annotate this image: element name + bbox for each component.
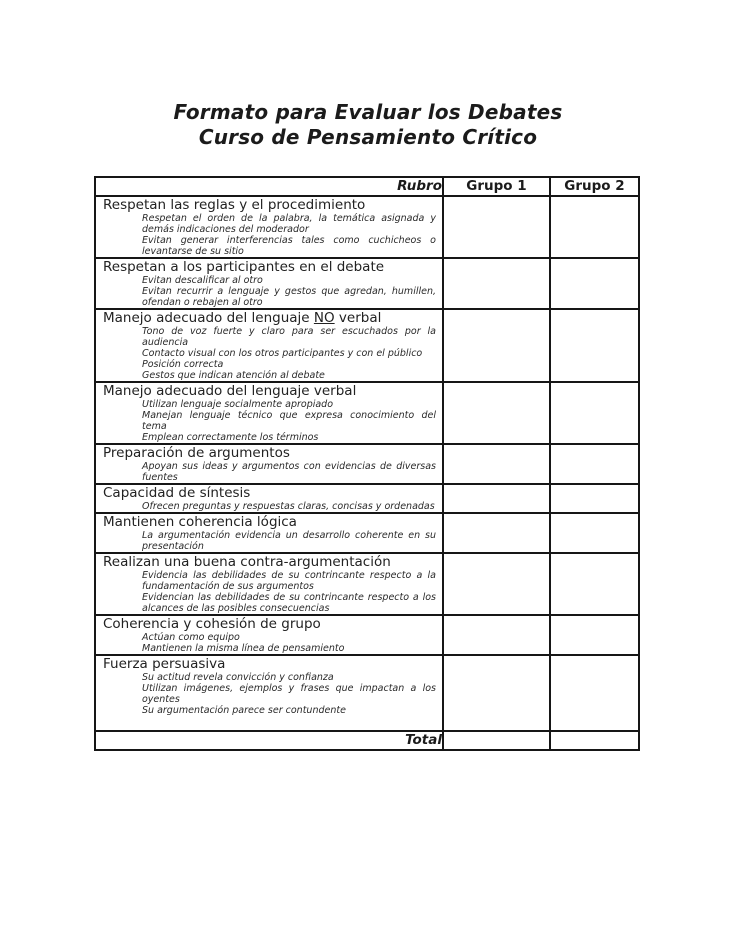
grupo2-score-cell	[550, 258, 639, 309]
grupo1-score-cell	[443, 553, 550, 615]
rubric-table	[94, 176, 640, 751]
criteria-subitem: Evidencian las debilidades de su contrincante respecto a los alcances de las posibles consecuencias	[142, 592, 436, 614]
criteria-cell	[95, 615, 443, 655]
criteria-cell	[95, 655, 443, 731]
grupo1-score-cell	[443, 382, 550, 444]
total-row	[95, 731, 639, 750]
grupo2-score-cell	[550, 444, 639, 484]
criteria-subitem: Apoyan sus ideas y argumentos con evidencias de diversas fuentes	[142, 461, 436, 483]
criteria-subitem: Gestos que indican atención al debate	[142, 370, 325, 381]
criteria-subitem: Mantienen la misma línea de pensamiento	[142, 643, 345, 654]
grupo1-score-cell	[443, 513, 550, 553]
table-row	[95, 258, 639, 309]
criteria-subitem: Tono de voz fuerte y claro para ser escuchados por la audiencia	[142, 326, 436, 348]
rubric-table-body	[95, 196, 639, 731]
table-row	[95, 444, 639, 484]
total-grupo1-cell	[443, 731, 550, 750]
criteria-cell	[95, 196, 443, 258]
criteria-subitem: Evidencia las debilidades de su contrincante respecto a la fundamentación de sus argumentos	[142, 570, 436, 592]
criteria-title: Coherencia y cohesión de grupo	[103, 616, 321, 632]
criteria-subitem: Evitan recurrir a lenguaje y gestos que agredan, humillen, ofendan o rebajen al otro	[142, 286, 436, 308]
criteria-subitem: Utilizan imágenes, ejemplos y frases que impactan a los oyentes	[142, 683, 436, 705]
column-header-grupo2: Grupo 2	[550, 177, 639, 196]
criteria-subitem: Ofrecen preguntas y respuestas claras, concisas y ordenadas	[142, 501, 435, 512]
criteria-title: Manejo adecuado del lenguaje NO verbal	[103, 310, 382, 326]
grupo1-score-cell	[443, 309, 550, 382]
grupo2-score-cell	[550, 382, 639, 444]
criteria-subitem: Su argumentación parece ser contundente	[142, 705, 346, 716]
grupo2-score-cell	[550, 615, 639, 655]
criteria-subitem: Su actitud revela convicción y confianza	[142, 672, 334, 683]
grupo2-score-cell	[550, 655, 639, 731]
grupo2-score-cell	[550, 196, 639, 258]
table-row	[95, 615, 639, 655]
criteria-cell	[95, 513, 443, 553]
grupo1-score-cell	[443, 484, 550, 513]
grupo1-score-cell	[443, 655, 550, 731]
criteria-subitem: Respetan el orden de la palabra, la temática asignada y demás indicaciones del moderador	[142, 213, 436, 235]
table-row	[95, 655, 639, 731]
criteria-subitem: Contacto visual con los otros participantes y con el público	[142, 348, 423, 359]
grupo1-score-cell	[443, 444, 550, 484]
criteria-cell	[95, 309, 443, 382]
table-row	[95, 513, 639, 553]
grupo1-score-cell	[443, 258, 550, 309]
criteria-title: Respetan a los participantes en el debate	[103, 259, 385, 275]
column-header-rubro: Rubro	[95, 177, 443, 196]
grupo2-score-cell	[550, 484, 639, 513]
criteria-subitem: Utilizan lenguaje socialmente apropiado	[142, 399, 334, 410]
criteria-title: Respetan las reglas y el procedimiento	[103, 197, 366, 213]
criteria-subitem: Evitan descalificar al otro	[142, 275, 263, 286]
criteria-subitem: Emplean correctamente los términos	[142, 432, 319, 443]
grupo2-score-cell	[550, 553, 639, 615]
criteria-title: Realizan una buena contra-argumentación	[103, 554, 391, 570]
table-row	[95, 484, 639, 513]
criteria-subitem: Manejan lenguaje técnico que expresa conocimiento del tema	[142, 410, 436, 432]
criteria-cell	[95, 382, 443, 444]
table-row	[95, 196, 639, 258]
table-header-row	[95, 177, 639, 196]
criteria-title: Capacidad de síntesis	[103, 485, 251, 501]
table-row	[95, 382, 639, 444]
document-title-line1: Formato para Evaluar los Debates	[173, 100, 563, 124]
document-title-line2: Curso de Pensamiento Crítico	[198, 125, 538, 149]
criteria-subitem: La argumentación evidencia un desarrollo coherente en su presentación	[142, 530, 436, 552]
criteria-cell	[95, 484, 443, 513]
criteria-cell	[95, 258, 443, 309]
table-row	[95, 553, 639, 615]
criteria-cell	[95, 553, 443, 615]
total-label: Total	[95, 731, 443, 750]
column-header-grupo1: Grupo 1	[443, 177, 550, 196]
grupo1-score-cell	[443, 615, 550, 655]
criteria-subitem: Evitan generar interferencias tales como cuchicheos o levantarse de su sitio	[142, 235, 436, 257]
criteria-cell	[95, 444, 443, 484]
document-title	[0, 100, 736, 150]
table-row	[95, 309, 639, 382]
grupo1-score-cell	[443, 196, 550, 258]
criteria-title: Manejo adecuado del lenguaje verbal	[103, 383, 357, 399]
criteria-subitem: Posición correcta	[142, 359, 224, 370]
criteria-title: Fuerza persuasiva	[103, 656, 226, 672]
criteria-subitem: Actúan como equipo	[142, 632, 240, 643]
grupo2-score-cell	[550, 513, 639, 553]
criteria-title: Mantienen coherencia lógica	[103, 514, 297, 530]
total-grupo2-cell	[550, 731, 639, 750]
grupo2-score-cell	[550, 309, 639, 382]
criteria-title: Preparación de argumentos	[103, 445, 290, 461]
